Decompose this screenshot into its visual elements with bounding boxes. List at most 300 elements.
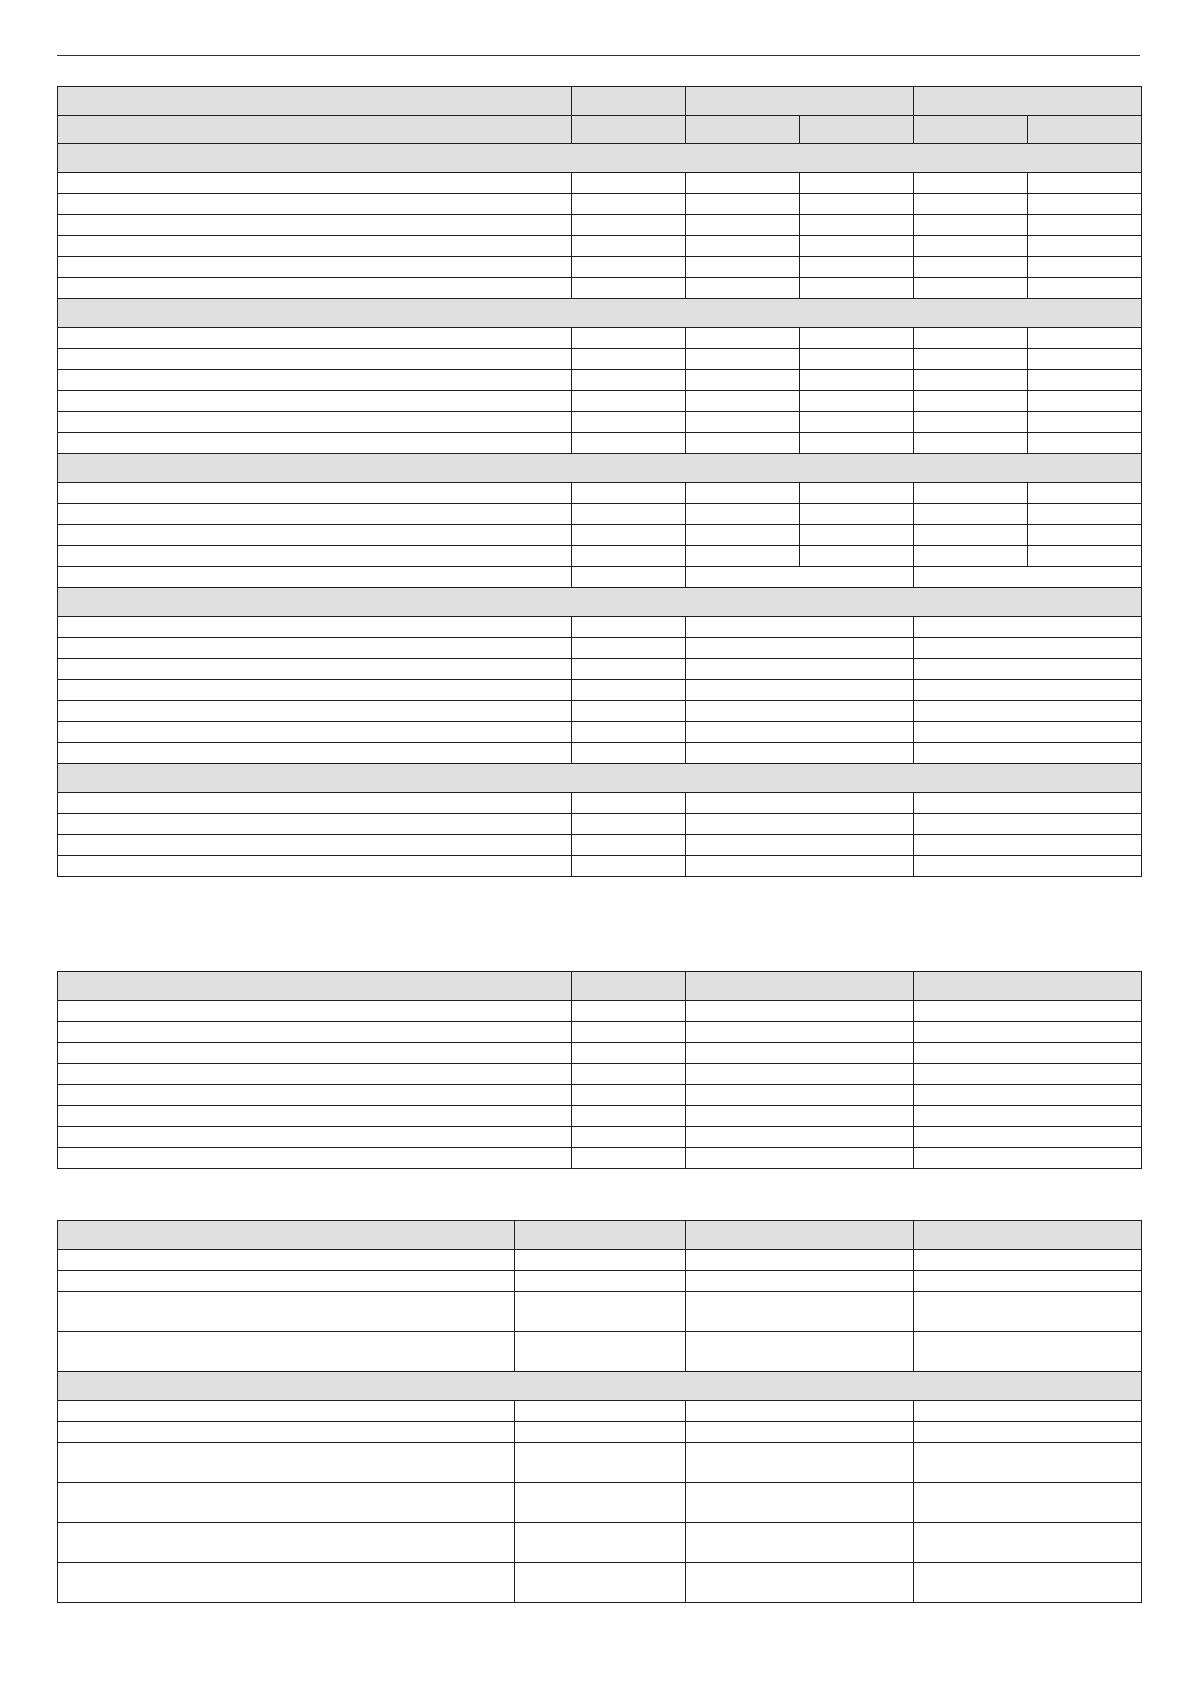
header-cell bbox=[800, 116, 914, 144]
table-cell bbox=[58, 257, 572, 278]
table-cell bbox=[58, 278, 572, 299]
table-cell bbox=[58, 659, 572, 680]
table-cell bbox=[686, 1022, 914, 1043]
table-cell bbox=[686, 1250, 914, 1271]
table-cell bbox=[58, 1106, 572, 1127]
table-cell bbox=[914, 1563, 1142, 1603]
table-cell bbox=[58, 1022, 572, 1043]
table-cell bbox=[686, 194, 800, 215]
header-cell bbox=[914, 116, 1028, 144]
table-cell bbox=[58, 680, 572, 701]
table-cell bbox=[914, 1064, 1142, 1085]
table-2 bbox=[57, 971, 1142, 1169]
table-cell bbox=[800, 349, 914, 370]
table-cell bbox=[914, 215, 1028, 236]
table-3 bbox=[57, 1220, 1142, 1603]
table-cell bbox=[800, 194, 914, 215]
table-cell bbox=[914, 1106, 1142, 1127]
table-cell bbox=[572, 236, 686, 257]
table-cell bbox=[572, 1022, 686, 1043]
table-row bbox=[58, 1106, 1142, 1127]
table-cell bbox=[686, 1271, 914, 1292]
table-cell bbox=[515, 1292, 686, 1332]
table-cell bbox=[800, 215, 914, 236]
table-cell bbox=[58, 835, 572, 856]
table-row bbox=[58, 1443, 1142, 1483]
table-cell bbox=[686, 567, 914, 588]
table-cell bbox=[914, 1001, 1142, 1022]
table-cell bbox=[572, 370, 686, 391]
table-cell bbox=[58, 370, 572, 391]
table-row bbox=[58, 1001, 1142, 1022]
table-cell bbox=[572, 433, 686, 454]
table-cell bbox=[914, 1148, 1142, 1169]
table-cell bbox=[58, 1043, 572, 1064]
table-cell bbox=[800, 412, 914, 433]
table-row bbox=[58, 701, 1142, 722]
table-cell bbox=[572, 1085, 686, 1106]
table-cell bbox=[686, 391, 800, 412]
table-cell bbox=[572, 1148, 686, 1169]
table-cell bbox=[914, 391, 1028, 412]
table-cell bbox=[914, 835, 1142, 856]
table-cell bbox=[572, 504, 686, 525]
table-cell bbox=[914, 680, 1142, 701]
table-cell bbox=[914, 349, 1028, 370]
table-cell bbox=[686, 1292, 914, 1332]
table-row bbox=[58, 1043, 1142, 1064]
table-cell bbox=[800, 278, 914, 299]
table-cell bbox=[572, 483, 686, 504]
table-cell bbox=[572, 638, 686, 659]
table-cell bbox=[515, 1332, 686, 1372]
table-cell bbox=[686, 257, 800, 278]
table-cell bbox=[686, 1422, 914, 1443]
table-cell bbox=[914, 1401, 1142, 1422]
header-cell bbox=[515, 1221, 686, 1250]
table-cell bbox=[686, 1001, 914, 1022]
table-cell bbox=[914, 1043, 1142, 1064]
table-cell bbox=[686, 722, 914, 743]
table-row bbox=[58, 814, 1142, 835]
table-cell bbox=[686, 370, 800, 391]
table-cell bbox=[58, 814, 572, 835]
table-row bbox=[58, 257, 1142, 278]
section-cell bbox=[58, 454, 1142, 483]
table-cell bbox=[572, 525, 686, 546]
header-row bbox=[58, 1221, 1142, 1250]
table-row bbox=[58, 215, 1142, 236]
table-cell bbox=[686, 680, 914, 701]
table-cell bbox=[686, 659, 914, 680]
table-row bbox=[58, 483, 1142, 504]
table-cell bbox=[914, 1250, 1142, 1271]
table-row bbox=[58, 328, 1142, 349]
header-cell bbox=[914, 1221, 1142, 1250]
table-cell bbox=[515, 1563, 686, 1603]
table-cell bbox=[58, 391, 572, 412]
table-row bbox=[58, 525, 1142, 546]
header-cell bbox=[686, 972, 914, 1001]
table-cell bbox=[1028, 483, 1142, 504]
table-cell bbox=[914, 793, 1142, 814]
table-cell bbox=[572, 349, 686, 370]
table-cell bbox=[914, 617, 1142, 638]
table-cell bbox=[58, 567, 572, 588]
table-cell bbox=[58, 722, 572, 743]
table-cell bbox=[914, 412, 1028, 433]
table-cell bbox=[515, 1443, 686, 1483]
table-cell bbox=[686, 1106, 914, 1127]
table-cell bbox=[58, 433, 572, 454]
table-cell bbox=[914, 743, 1142, 764]
header-cell bbox=[686, 1221, 914, 1250]
table-cell bbox=[572, 567, 686, 588]
table-cell bbox=[914, 1292, 1142, 1332]
table-row bbox=[58, 835, 1142, 856]
table-cell bbox=[914, 504, 1028, 525]
table-cell bbox=[58, 173, 572, 194]
table-cell bbox=[58, 1085, 572, 1106]
table-cell bbox=[58, 412, 572, 433]
table-cell bbox=[58, 1001, 572, 1022]
table-cell bbox=[800, 525, 914, 546]
table-cell bbox=[1028, 370, 1142, 391]
table-cell bbox=[1028, 525, 1142, 546]
table-cell bbox=[914, 638, 1142, 659]
table-cell bbox=[58, 546, 572, 567]
top-rule bbox=[57, 55, 1140, 56]
table-cell bbox=[58, 504, 572, 525]
table-row bbox=[58, 1085, 1142, 1106]
section-cell bbox=[58, 1372, 1142, 1401]
table-cell bbox=[914, 814, 1142, 835]
table-row bbox=[58, 743, 1142, 764]
table-cell bbox=[914, 173, 1028, 194]
table-cell bbox=[914, 328, 1028, 349]
table-cell bbox=[914, 1022, 1142, 1043]
table-cell bbox=[914, 546, 1028, 567]
table-cell bbox=[686, 1064, 914, 1085]
table-cell bbox=[572, 173, 686, 194]
header-cell bbox=[686, 87, 914, 116]
table-cell bbox=[914, 722, 1142, 743]
header-cell bbox=[572, 87, 686, 116]
table-cell bbox=[1028, 194, 1142, 215]
header-row-2 bbox=[58, 116, 1142, 144]
table-cell bbox=[914, 1523, 1142, 1563]
table-row bbox=[58, 546, 1142, 567]
table-cell bbox=[58, 194, 572, 215]
table-cell bbox=[914, 701, 1142, 722]
table-cell bbox=[58, 1148, 572, 1169]
header-cell bbox=[58, 116, 572, 144]
table-cell bbox=[58, 1250, 515, 1271]
table-cell bbox=[515, 1250, 686, 1271]
table-cell bbox=[572, 659, 686, 680]
table-cell bbox=[515, 1271, 686, 1292]
table-cell bbox=[914, 659, 1142, 680]
table-cell bbox=[686, 173, 800, 194]
table-row bbox=[58, 1523, 1142, 1563]
table-cell bbox=[800, 504, 914, 525]
table-row bbox=[58, 194, 1142, 215]
header-cell bbox=[58, 87, 572, 116]
table-row bbox=[58, 1148, 1142, 1169]
table-cell bbox=[914, 483, 1028, 504]
section-cell bbox=[58, 299, 1142, 328]
table-cell bbox=[914, 1443, 1142, 1483]
table-cell bbox=[914, 1271, 1142, 1292]
table-cell bbox=[58, 328, 572, 349]
table-cell bbox=[572, 1064, 686, 1085]
table-cell bbox=[914, 433, 1028, 454]
table-cell bbox=[800, 236, 914, 257]
table-cell bbox=[515, 1401, 686, 1422]
table-row bbox=[58, 1401, 1142, 1422]
table-cell bbox=[1028, 328, 1142, 349]
table-cell bbox=[686, 793, 914, 814]
header-cell bbox=[58, 972, 572, 1001]
section-cell bbox=[58, 588, 1142, 617]
table-cell bbox=[686, 617, 914, 638]
table-cell bbox=[515, 1483, 686, 1523]
table-cell bbox=[686, 1523, 914, 1563]
table-cell bbox=[58, 617, 572, 638]
table-row bbox=[58, 349, 1142, 370]
table-cell bbox=[914, 236, 1028, 257]
table-row bbox=[58, 567, 1142, 588]
table-cell bbox=[686, 278, 800, 299]
table-cell bbox=[914, 1422, 1142, 1443]
table-row bbox=[58, 236, 1142, 257]
table-cell bbox=[572, 793, 686, 814]
header-cell bbox=[58, 1221, 515, 1250]
table-cell bbox=[914, 1127, 1142, 1148]
table-row bbox=[58, 1127, 1142, 1148]
table-cell bbox=[1028, 215, 1142, 236]
table-cell bbox=[58, 1401, 515, 1422]
table-cell bbox=[800, 546, 914, 567]
table-cell bbox=[914, 1332, 1142, 1372]
table-cell bbox=[800, 257, 914, 278]
table-row bbox=[58, 1271, 1142, 1292]
table-cell bbox=[686, 483, 800, 504]
table-cell bbox=[914, 567, 1142, 588]
table-cell bbox=[572, 412, 686, 433]
table-row bbox=[58, 1250, 1142, 1271]
table-cell bbox=[686, 1148, 914, 1169]
table-cell bbox=[572, 680, 686, 701]
table-cell bbox=[686, 638, 914, 659]
table-cell bbox=[1028, 412, 1142, 433]
section-row bbox=[58, 299, 1142, 328]
table-cell bbox=[572, 546, 686, 567]
section-cell bbox=[58, 144, 1142, 173]
table-cell bbox=[914, 856, 1142, 877]
table-row bbox=[58, 793, 1142, 814]
table-cell bbox=[58, 1483, 515, 1523]
table-cell bbox=[1028, 391, 1142, 412]
table-cell bbox=[58, 236, 572, 257]
table-cell bbox=[1028, 433, 1142, 454]
table-cell bbox=[58, 1292, 515, 1332]
table-cell bbox=[58, 793, 572, 814]
table-cell bbox=[1028, 546, 1142, 567]
table-cell bbox=[914, 257, 1028, 278]
table-row bbox=[58, 1022, 1142, 1043]
table-row bbox=[58, 1483, 1142, 1523]
table-cell bbox=[572, 1043, 686, 1064]
table-cell bbox=[572, 856, 686, 877]
table-cell bbox=[572, 278, 686, 299]
table-cell bbox=[800, 173, 914, 194]
section-row bbox=[58, 454, 1142, 483]
table-cell bbox=[515, 1523, 686, 1563]
table-row bbox=[58, 504, 1142, 525]
table-cell bbox=[686, 215, 800, 236]
table-cell bbox=[1028, 349, 1142, 370]
table-cell bbox=[58, 856, 572, 877]
table-row bbox=[58, 680, 1142, 701]
table-row bbox=[58, 173, 1142, 194]
table-row bbox=[58, 659, 1142, 680]
table-cell bbox=[686, 546, 800, 567]
table-cell bbox=[58, 1332, 515, 1372]
table-cell bbox=[572, 1106, 686, 1127]
table-cell bbox=[686, 743, 914, 764]
table-row bbox=[58, 370, 1142, 391]
table-cell bbox=[572, 1001, 686, 1022]
table-cell bbox=[686, 1563, 914, 1603]
table-cell bbox=[572, 1127, 686, 1148]
table-cell bbox=[58, 525, 572, 546]
table-cell bbox=[58, 349, 572, 370]
table-cell bbox=[58, 743, 572, 764]
table-cell bbox=[1028, 257, 1142, 278]
section-row bbox=[58, 764, 1142, 793]
table-cell bbox=[572, 814, 686, 835]
table-row bbox=[58, 722, 1142, 743]
header-cell bbox=[1028, 116, 1142, 144]
header-cell bbox=[914, 87, 1142, 116]
table-cell bbox=[686, 814, 914, 835]
section-row bbox=[58, 144, 1142, 173]
table-cell bbox=[686, 349, 800, 370]
header-cell bbox=[572, 972, 686, 1001]
table-cell bbox=[572, 215, 686, 236]
table-cell bbox=[914, 1483, 1142, 1523]
table-cell bbox=[914, 370, 1028, 391]
header-cell bbox=[686, 116, 800, 144]
table-cell bbox=[686, 433, 800, 454]
header-cell bbox=[572, 116, 686, 144]
table-cell bbox=[572, 617, 686, 638]
table-row bbox=[58, 1422, 1142, 1443]
table-cell bbox=[800, 391, 914, 412]
table-cell bbox=[1028, 173, 1142, 194]
header-cell bbox=[914, 972, 1142, 1001]
table-cell bbox=[800, 328, 914, 349]
table-row bbox=[58, 1064, 1142, 1085]
table-cell bbox=[686, 236, 800, 257]
table-cell bbox=[572, 328, 686, 349]
table-cell bbox=[1028, 236, 1142, 257]
table-cell bbox=[686, 412, 800, 433]
table-row bbox=[58, 1332, 1142, 1372]
table-cell bbox=[686, 856, 914, 877]
table-cell bbox=[914, 278, 1028, 299]
table-1 bbox=[57, 86, 1142, 877]
table-row bbox=[58, 278, 1142, 299]
table-cell bbox=[800, 370, 914, 391]
table-cell bbox=[58, 1271, 515, 1292]
table-cell bbox=[572, 194, 686, 215]
table-cell bbox=[58, 638, 572, 659]
table-cell bbox=[58, 701, 572, 722]
table-row bbox=[58, 1563, 1142, 1603]
table-row bbox=[58, 856, 1142, 877]
table-row bbox=[58, 638, 1142, 659]
header-row bbox=[58, 972, 1142, 1001]
table-cell bbox=[1028, 504, 1142, 525]
table-cell bbox=[58, 483, 572, 504]
table-row bbox=[58, 412, 1142, 433]
table-cell bbox=[572, 743, 686, 764]
table-row bbox=[58, 391, 1142, 412]
table-cell bbox=[572, 391, 686, 412]
table-cell bbox=[58, 1563, 515, 1603]
table-cell bbox=[58, 1523, 515, 1563]
table-cell bbox=[58, 1064, 572, 1085]
table-cell bbox=[686, 1443, 914, 1483]
table-cell bbox=[515, 1422, 686, 1443]
table-cell bbox=[914, 1085, 1142, 1106]
table-row bbox=[58, 433, 1142, 454]
table-cell bbox=[686, 1483, 914, 1523]
table-row bbox=[58, 1292, 1142, 1332]
table-cell bbox=[58, 1422, 515, 1443]
table-cell bbox=[58, 215, 572, 236]
table-cell bbox=[686, 835, 914, 856]
table-row bbox=[58, 617, 1142, 638]
table-cell bbox=[914, 194, 1028, 215]
header-row-1 bbox=[58, 87, 1142, 116]
table-cell bbox=[686, 1332, 914, 1372]
table-cell bbox=[572, 701, 686, 722]
table-cell bbox=[686, 1085, 914, 1106]
table-cell bbox=[686, 525, 800, 546]
table-cell bbox=[686, 1401, 914, 1422]
table-cell bbox=[1028, 278, 1142, 299]
table-cell bbox=[58, 1127, 572, 1148]
table-cell bbox=[800, 483, 914, 504]
table-cell bbox=[572, 257, 686, 278]
table-cell bbox=[686, 328, 800, 349]
table-cell bbox=[572, 722, 686, 743]
table-cell bbox=[58, 1443, 515, 1483]
table-cell bbox=[686, 1127, 914, 1148]
table-cell bbox=[572, 835, 686, 856]
table-cell bbox=[686, 504, 800, 525]
section-row bbox=[58, 1372, 1142, 1401]
table-cell bbox=[800, 433, 914, 454]
table-cell bbox=[686, 1043, 914, 1064]
section-row bbox=[58, 588, 1142, 617]
table-cell bbox=[686, 701, 914, 722]
table-cell bbox=[914, 525, 1028, 546]
section-cell bbox=[58, 764, 1142, 793]
